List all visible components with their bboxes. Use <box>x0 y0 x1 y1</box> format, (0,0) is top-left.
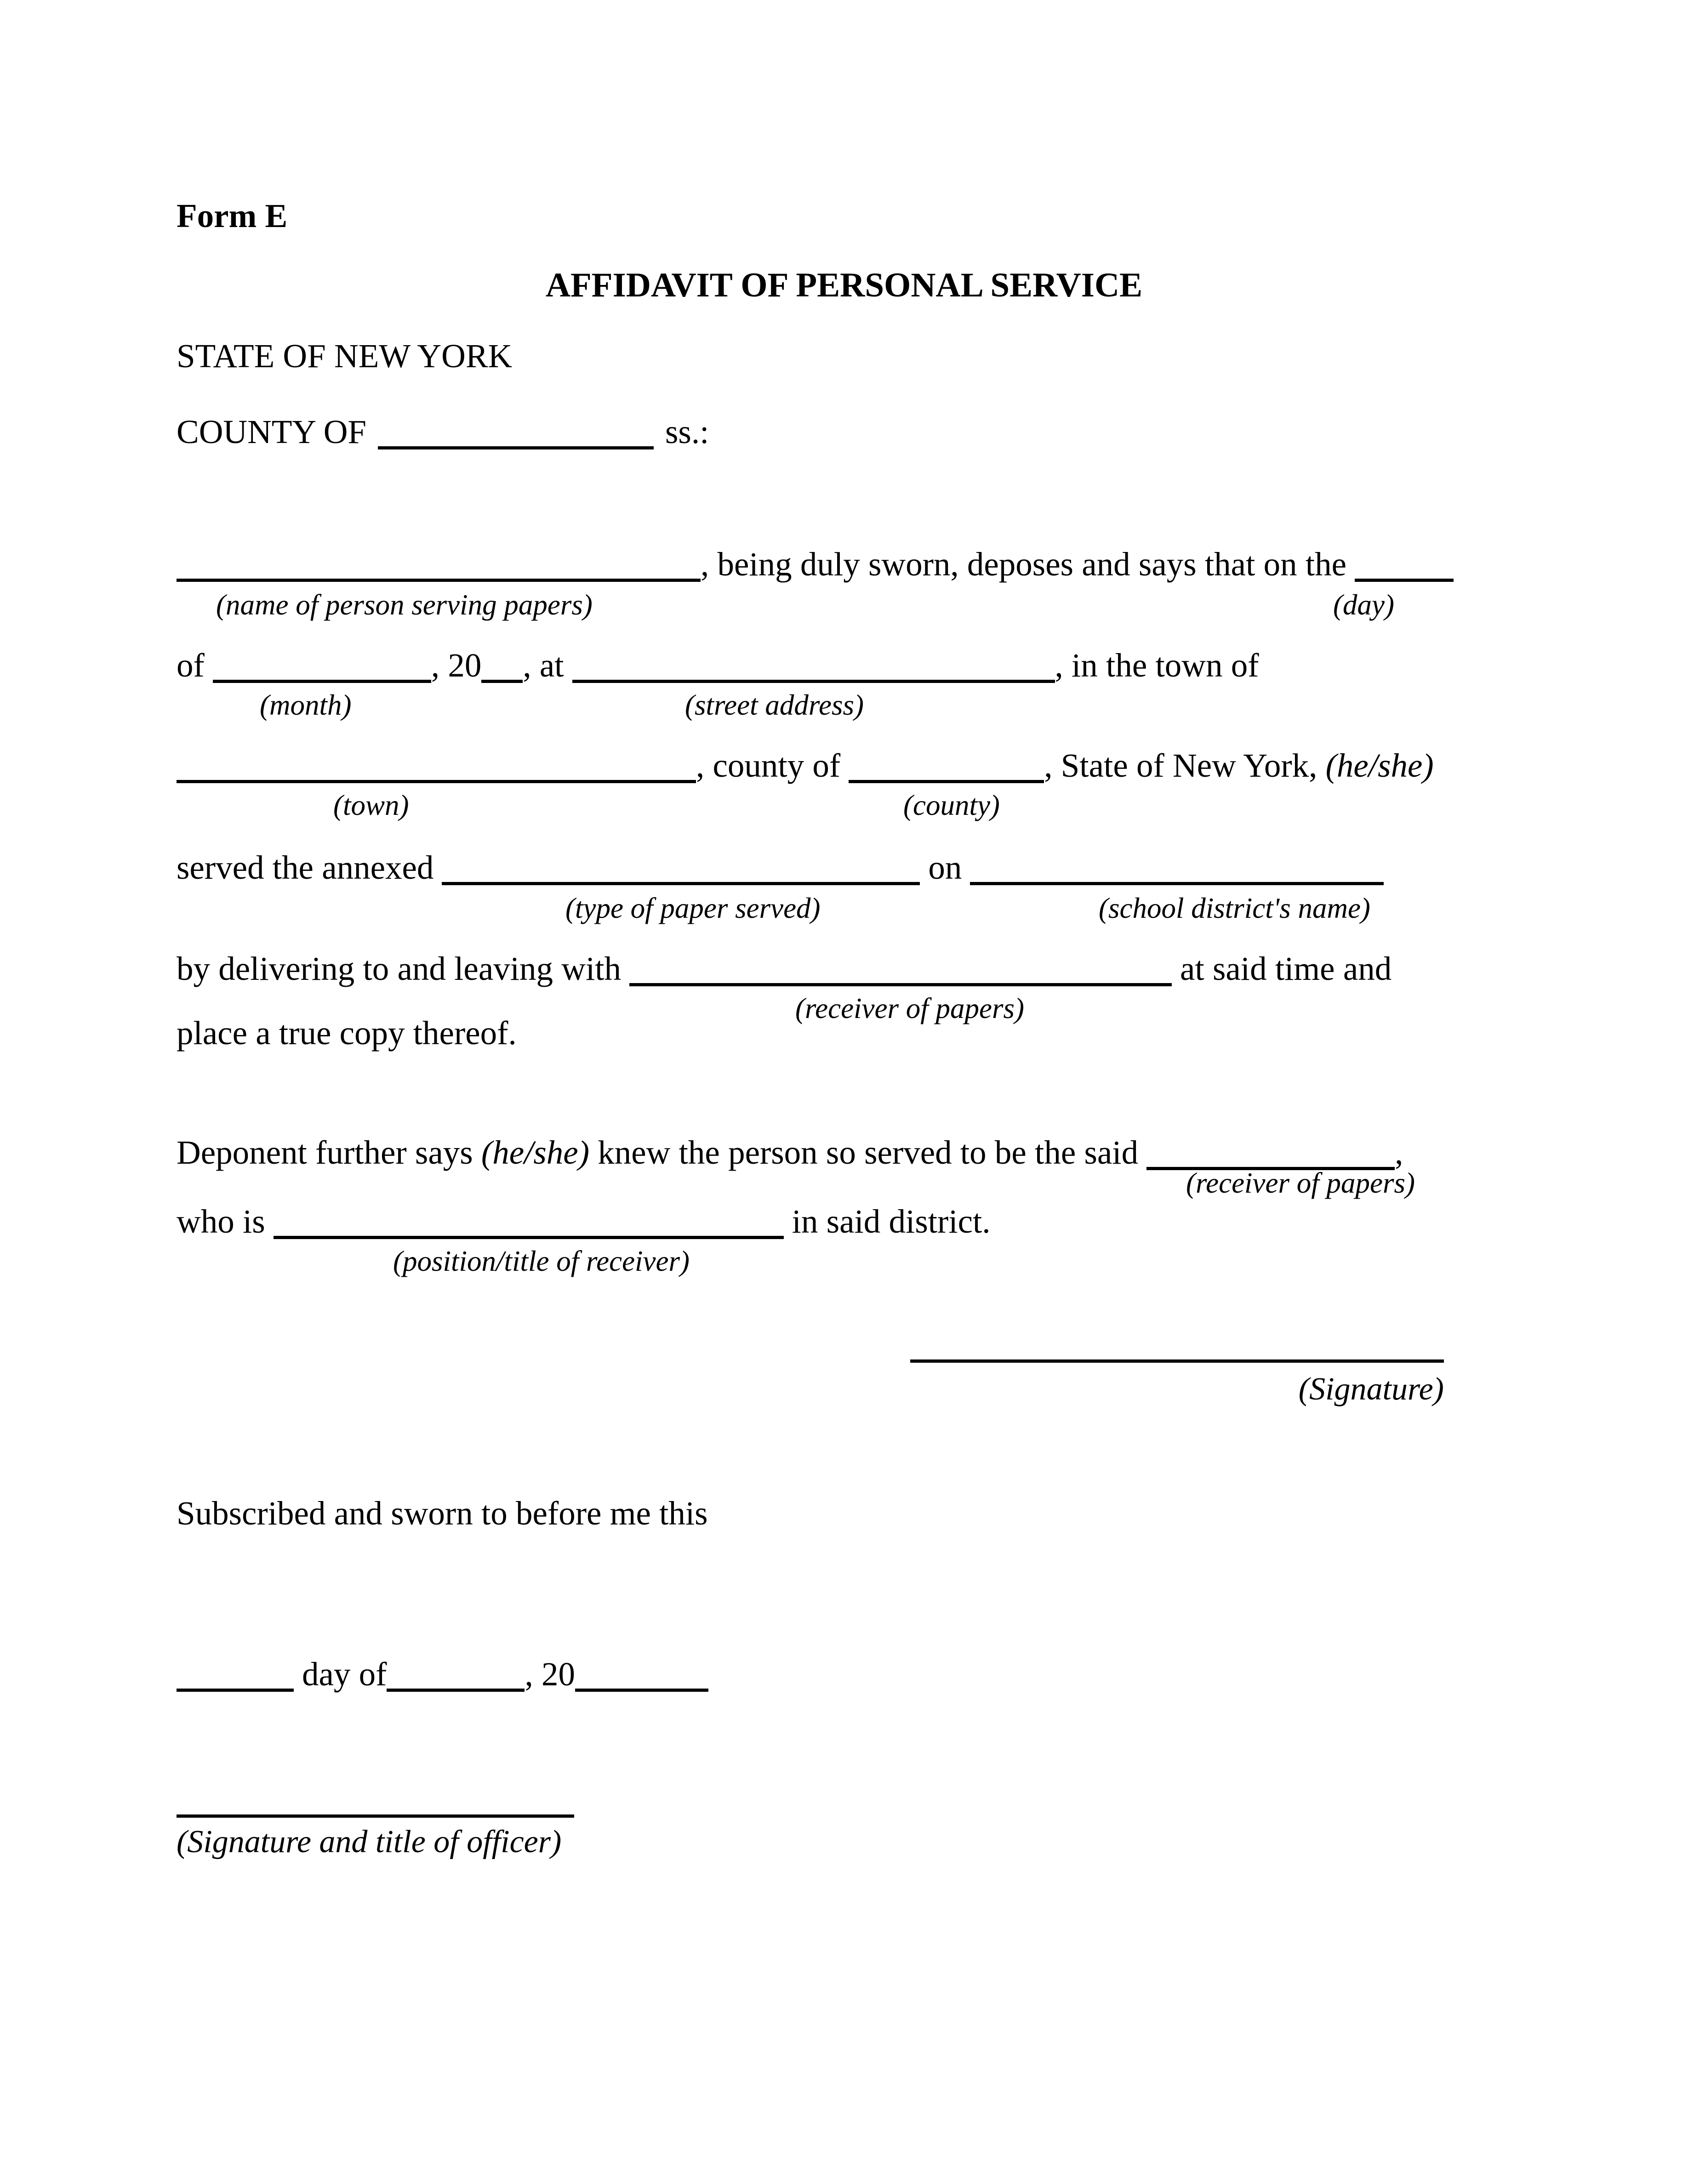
who-line-prefix: who is <box>177 1203 265 1240</box>
deliver-line-suffix: at said time and <box>1180 950 1392 987</box>
who-line <box>177 1205 991 1239</box>
county-suffix: ss.: <box>665 413 709 450</box>
month-blank <box>213 680 431 683</box>
deponent-line <box>177 1136 1403 1170</box>
town-line-state: , State of New York, <box>1044 747 1326 784</box>
notary-date-line <box>177 1657 708 1692</box>
place-line: place a true copy thereof. <box>177 1014 517 1052</box>
town-blank <box>177 780 696 783</box>
date-line <box>177 648 1259 683</box>
county-line <box>177 415 709 449</box>
date-line-at: , at <box>523 647 564 684</box>
town-line <box>177 749 1434 783</box>
deliver-line <box>177 952 1391 986</box>
district-name-blank <box>970 882 1384 885</box>
county-blank <box>378 446 654 449</box>
position-title-hint: (position/title of receiver) <box>393 1245 690 1277</box>
day-hint: (day) <box>1333 589 1394 621</box>
served-line <box>177 851 1384 885</box>
paper-type-blank <box>442 882 920 885</box>
town-line-he-she: (he/she) <box>1325 747 1434 784</box>
deponent-he-she: (he/she) <box>481 1134 590 1171</box>
who-line-suffix: in said district. <box>792 1203 991 1240</box>
notary-day-blank <box>177 1689 294 1692</box>
date-line-of: of <box>177 647 205 684</box>
town-hint: (town) <box>333 789 409 821</box>
notary-month-blank <box>387 1689 525 1692</box>
year-blank <box>481 680 523 683</box>
sworn-line <box>177 547 1454 582</box>
document-title: AFFIDAVIT OF PERSONAL SERVICE <box>545 266 1143 304</box>
signature-hint: (Signature) <box>1298 1371 1444 1407</box>
deponent-comma: , <box>1395 1134 1403 1171</box>
notary-day-of: day of <box>302 1655 387 1693</box>
county-hint: (county) <box>903 789 1000 821</box>
street-address-hint: (street address) <box>685 689 864 721</box>
sworn-line-text: , being duly sworn, deposes and says that on the <box>701 546 1347 583</box>
notary-comma20: , 20 <box>525 1655 575 1693</box>
month-hint: (month) <box>260 689 352 721</box>
position-title-blank <box>274 1236 784 1239</box>
signature-line <box>910 1359 1444 1363</box>
subscribed-line: Subscribed and sworn to before me this <box>177 1495 708 1532</box>
date-line-town-of: , in the town of <box>1055 647 1259 684</box>
deponent-rest: knew the person so served to be the said <box>589 1134 1139 1171</box>
deponent-prefix: Deponent further says <box>177 1134 481 1171</box>
form-number-label: Form E <box>177 197 288 234</box>
officer-signature-hint: (Signature and title of officer) <box>177 1824 562 1860</box>
county-name-blank <box>849 780 1044 783</box>
street-address-blank <box>572 680 1055 683</box>
officer-signature-line <box>177 1814 574 1818</box>
receiver-hint: (receiver of papers) <box>795 992 1024 1024</box>
town-line-county-of: , county of <box>696 747 841 784</box>
district-name-hint: (school district's name) <box>1099 892 1370 924</box>
county-prefix: COUNTY OF <box>177 413 367 450</box>
server-name-hint: (name of person serving papers) <box>216 589 593 621</box>
server-name-blank <box>177 579 701 582</box>
day-blank <box>1355 579 1454 582</box>
notary-year-blank <box>575 1689 708 1692</box>
paper-type-hint: (type of paper served) <box>565 892 821 924</box>
served-line-prefix: served the annexed <box>177 849 434 886</box>
receiver-blank <box>629 983 1172 986</box>
receiver-name-hint: (receiver of papers) <box>1186 1167 1415 1199</box>
served-line-on: on <box>928 849 962 886</box>
deliver-line-prefix: by delivering to and leaving with <box>177 950 622 987</box>
state-line: STATE OF NEW YORK <box>177 337 513 375</box>
date-line-comma20: , 20 <box>431 647 482 684</box>
